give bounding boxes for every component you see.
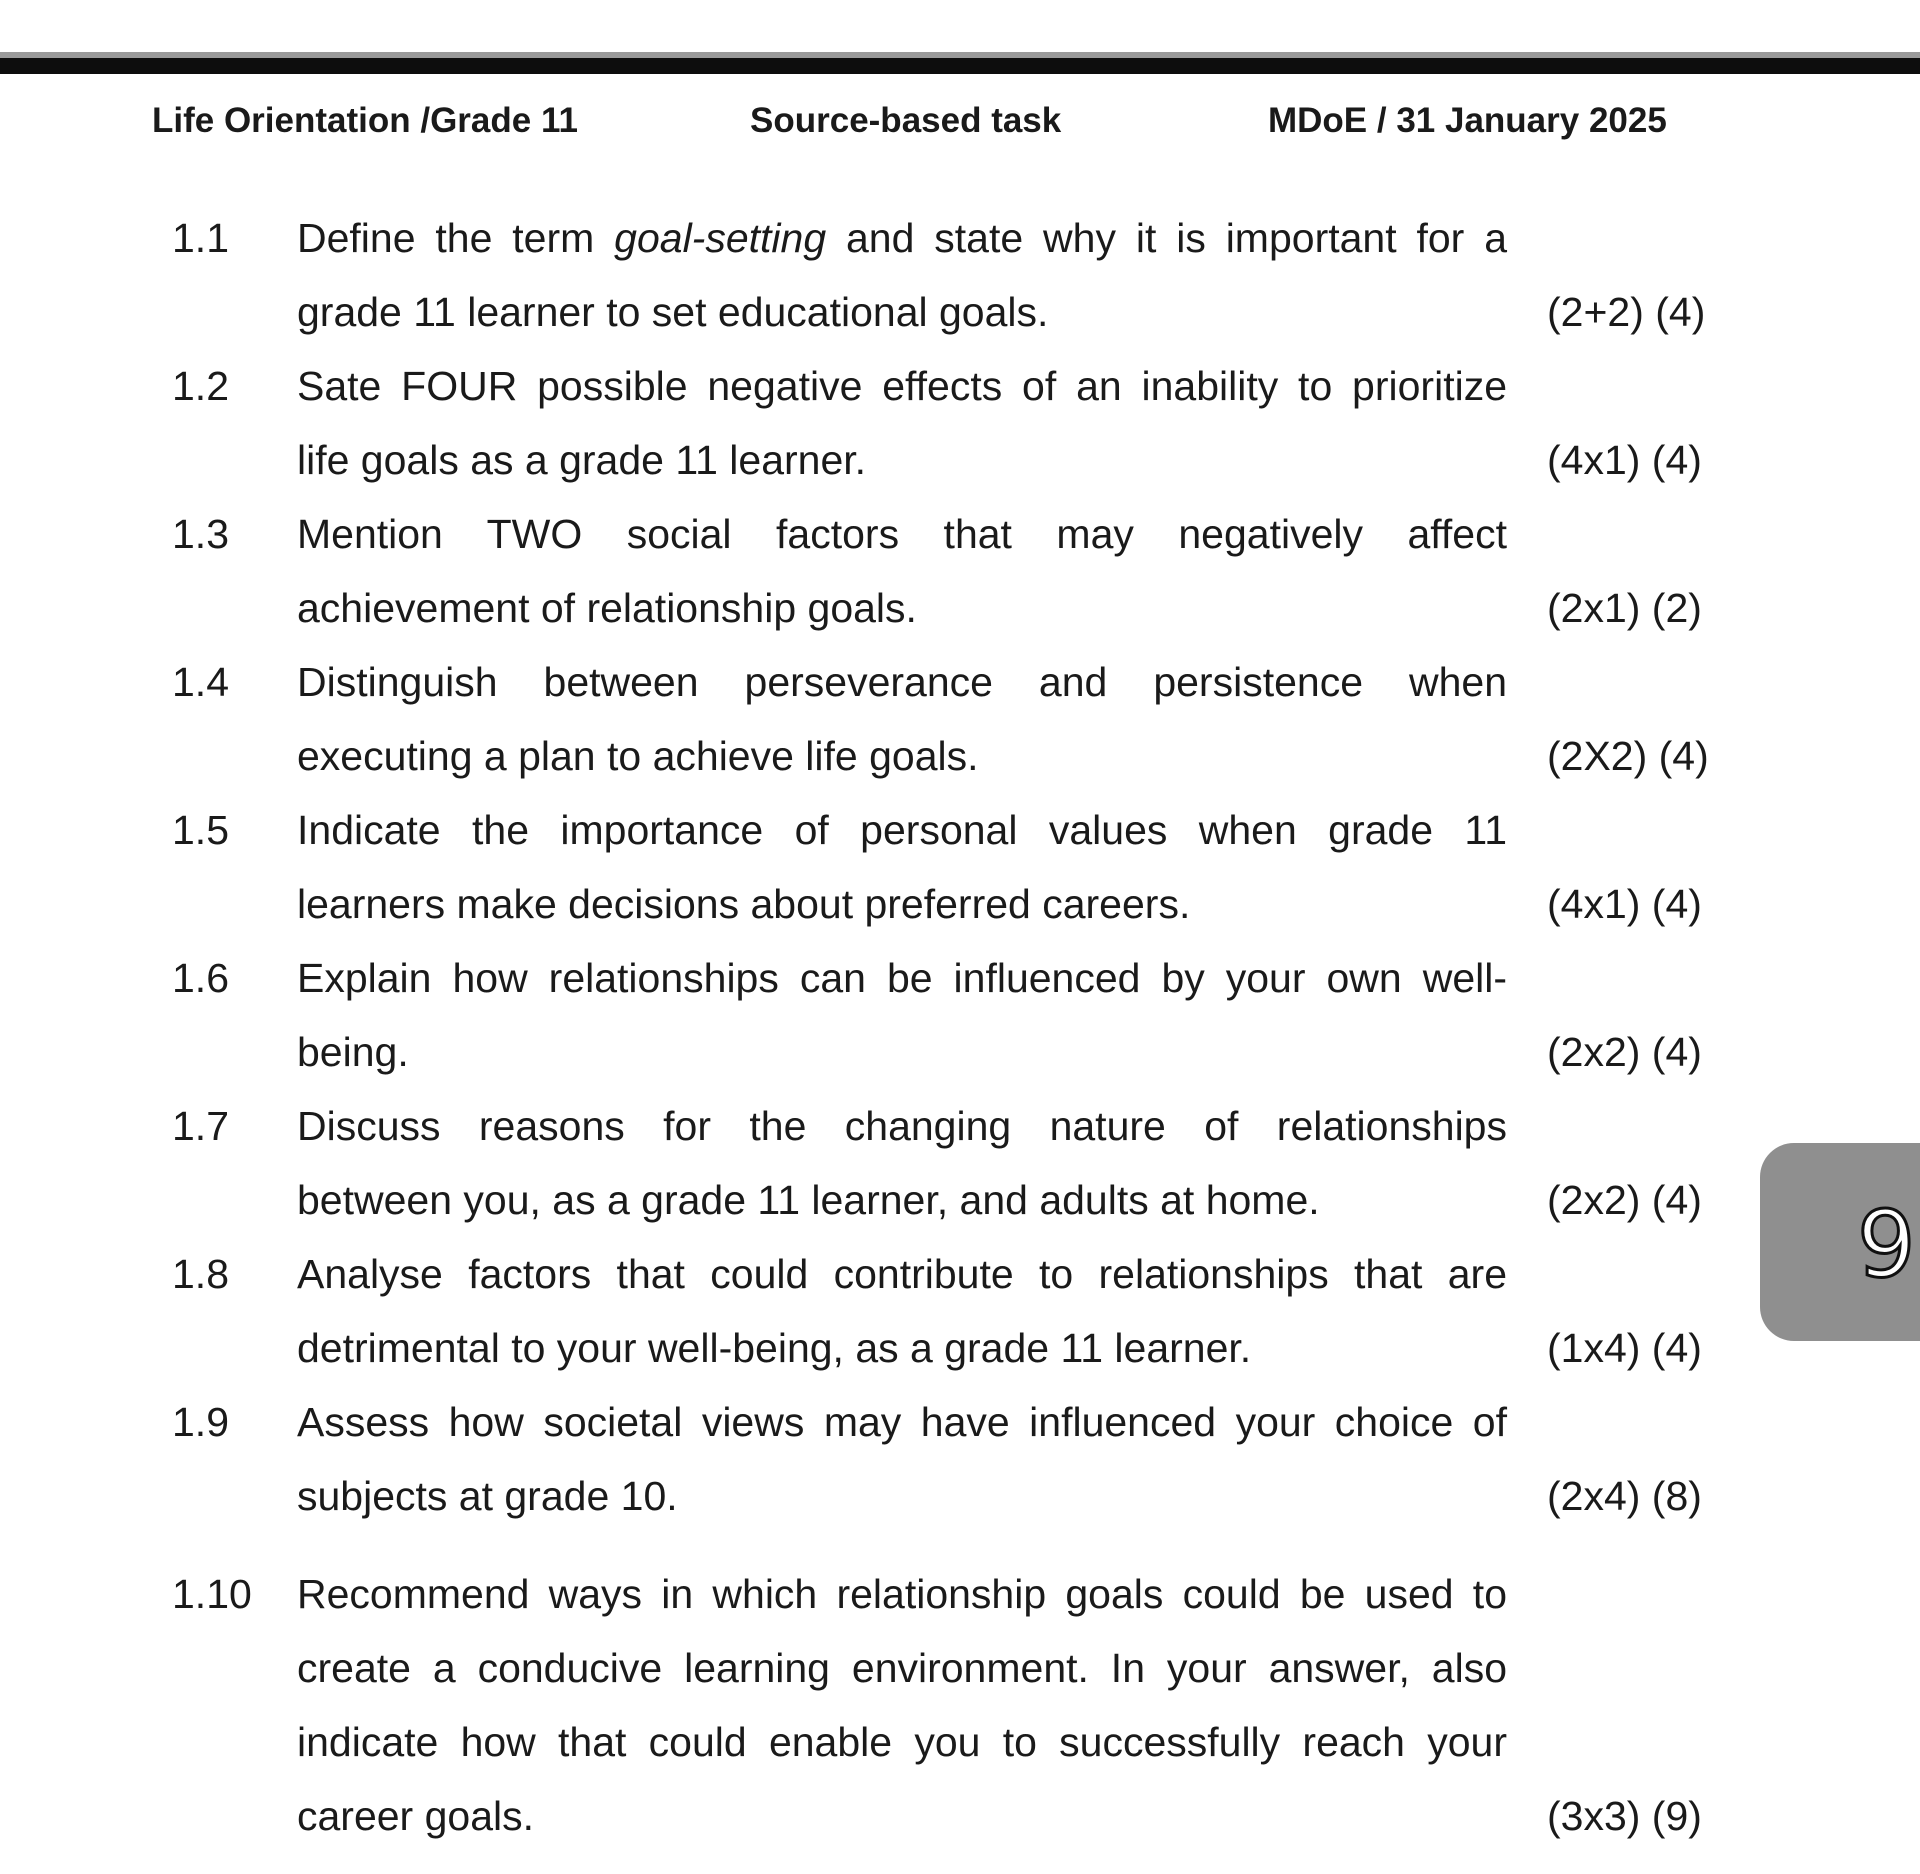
- question-mark: (4x1) (4): [1547, 437, 1702, 483]
- question-number: 1.10: [172, 1571, 252, 1617]
- question-text-line: indicate how that could enable you to successfully reach your: [297, 1719, 1507, 1765]
- question-mark: (4x1) (4): [1547, 881, 1702, 927]
- header-date: MDoE / 31 January 2025: [1268, 101, 1667, 140]
- page-number: 9: [1857, 1191, 1916, 1298]
- question-number: 1.7: [172, 1103, 229, 1149]
- header-rule: [0, 58, 1920, 74]
- question-number: 1.4: [172, 659, 229, 705]
- question-text-line: Discuss reasons for the changing nature of relationships: [297, 1103, 1507, 1149]
- question-text-line: Analyse factors that could contribute to relationships that are: [297, 1251, 1507, 1297]
- question-mark: (3x3) (9): [1547, 1793, 1702, 1839]
- question-text-line: achievement of relationship goals.: [297, 585, 917, 631]
- question-text-line: Distinguish between perseverance and persistence when: [297, 659, 1507, 705]
- question-number: 1.3: [172, 511, 229, 557]
- question-text-line: Recommend ways in which relationship goals could be used to: [297, 1571, 1507, 1617]
- question-text-line: Explain how relationships can be influenced by your own well-: [297, 955, 1507, 1001]
- question-mark: (2x2) (4): [1547, 1177, 1702, 1223]
- question-number: 1.5: [172, 807, 229, 853]
- question-text-line: between you, as a grade 11 learner, and adults at home.: [297, 1177, 1320, 1223]
- question-text-line: being.: [297, 1029, 409, 1075]
- question-mark: (2x1) (2): [1547, 585, 1702, 631]
- header-task: Source-based task: [750, 101, 1062, 140]
- question-text-line: create a conducive learning environment. In your answer, also: [297, 1645, 1507, 1691]
- question-number: 1.2: [172, 363, 229, 409]
- header-subject: Life Orientation /Grade 11: [152, 101, 578, 140]
- question-mark: (2x4) (8): [1547, 1473, 1702, 1519]
- question-number: 1.1: [172, 215, 229, 261]
- question-mark: (2x2) (4): [1547, 1029, 1702, 1075]
- question-mark: (1x4) (4): [1547, 1325, 1702, 1371]
- question-mark: (2X2) (4): [1547, 733, 1709, 779]
- question-text-line: career goals.: [297, 1793, 535, 1839]
- question-text-line: Indicate the importance of personal values when grade 11: [297, 807, 1507, 853]
- question-text-line: learners make decisions about preferred careers.: [297, 881, 1191, 927]
- question-text-line: grade 11 learner to set educational goals.: [297, 289, 1049, 335]
- question-text-line: life goals as a grade 11 learner.: [297, 437, 867, 483]
- question-text-line: Mention TWO social factors that may negatively affect: [297, 511, 1507, 557]
- question-mark: (2+2) (4): [1547, 289, 1706, 335]
- question-number: 1.9: [172, 1399, 229, 1445]
- question-text-line: executing a plan to achieve life goals.: [297, 733, 979, 779]
- question-text-line: subjects at grade 10.: [297, 1473, 678, 1519]
- question-number: 1.6: [172, 955, 229, 1001]
- question-text-line: Define the term goal-setting and state why it is important for a: [297, 215, 1508, 261]
- question-text-line: Assess how societal views may have influenced your choice of: [297, 1399, 1507, 1445]
- question-number: 1.8: [172, 1251, 229, 1297]
- italic-term: goal-setting: [614, 215, 827, 261]
- question-text-line: Sate FOUR possible negative effects of an inability to prioritize: [297, 363, 1507, 409]
- question-text-line: detrimental to your well-being, as a grade 11 learner.: [297, 1325, 1252, 1371]
